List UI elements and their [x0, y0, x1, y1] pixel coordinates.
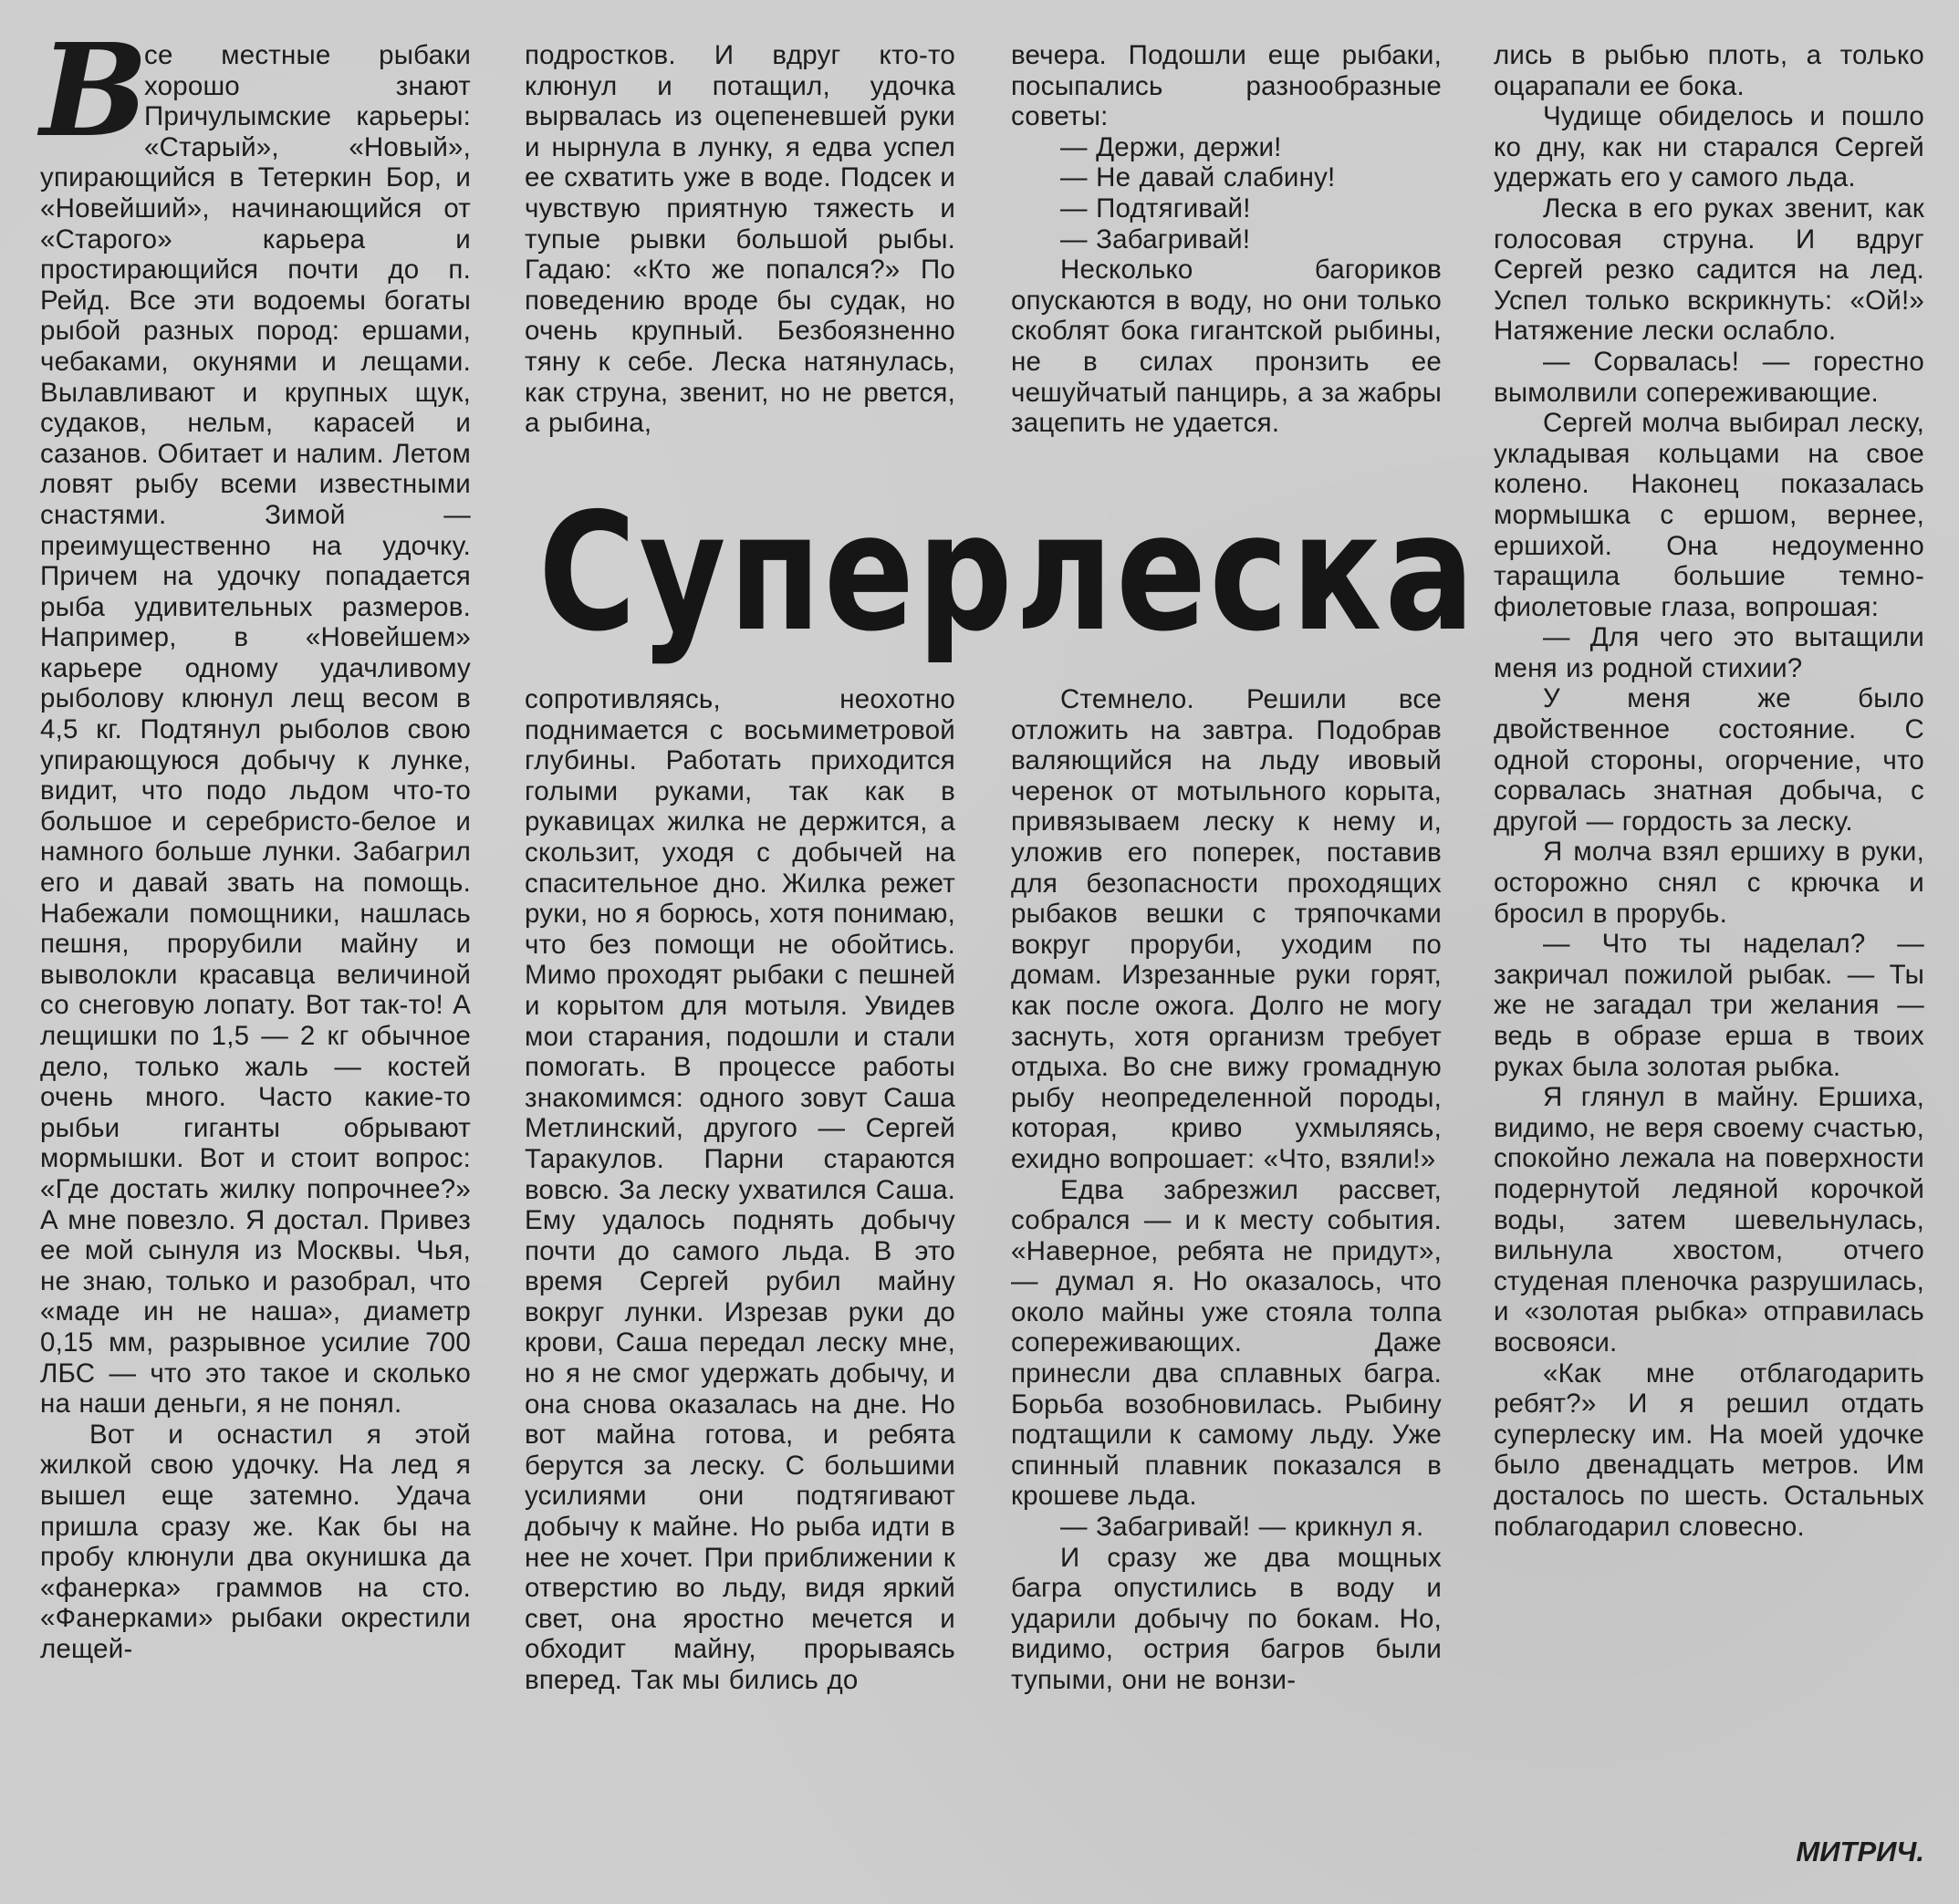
paragraph — [40, 16, 471, 1420]
paragraph: Я глянул в майну. Ершиха, видимо, не веря своему счастью, спокойно лежала на поверхности подернутой ледяной корочкой воды, затем шевельнулась, вильнула хвостом, отчего студеная пленочка разрушилась, и «золотая рыбка» отправилась восвояси. — [1494, 1082, 1924, 1358]
paragraph: сопротивляясь, неохотно поднимается с восьмиметровой глубины. Работать приходится голыми руками, так как в рукавицах жилка не держится, а скользит, уходя с добычей на спасительное дно. Жилка режет руки, но я борюсь, хотя понимаю, что без помощи не обойтись. Мимо проходят рыбаки с пешней и корытом для мотыля. Увидев мои старания, подошли и стали помогать. В процессе работы знакомимся: одного зовут Саша Метлинский, другого — Сергей Таракулов. Парни стараются вовсю. За леску ухватился Саша. Ему удалось поднять добычу почти до самого льда. В это время Сергей рубил майну вокруг лунки. Изрезав руки до крови, Саша передал леску мне, но я не смог удержать добычу, и она снова оказалась на дне. Но вот майна готова, и ребята берутся за леску. С большими усилиями они подтягивают добычу к майне. Но рыба идти в нее не хочет. При приближении к отверстию во льду, видя яркий свет, она яростно мечется и обходит майну, прорываясь вперед. Так мы бились до — [525, 684, 955, 1695]
paragraph: лись в рыбью плоть, а только оцарапали ее бока. — [1494, 40, 1924, 101]
dialog-line: — Не давай слабину! — [1060, 162, 1336, 193]
dropcap-box — [40, 16, 149, 166]
dialog-line: — Сорвалась! — горестно вымолвили сопереживающие. — [1494, 346, 1924, 408]
dialog-line: — Забагривай! — крикнул я. — [1060, 1512, 1424, 1543]
paragraph-text: се местные рыбаки хорошо знают Причулымские карьеры: «Старый», «Новый», упирающийся в Тетеркин Бор, и «Новейший», начинающийся от «Старого» карьера и простирающийся почти до п. Рейд. Все эти водоемы богаты рыбой разных пород: ершами, чебаками, окунями и лещами. Вылавливают и крупных щук, судаков, нельм, карасей и сазанов. Обитает и налим. Летом ловят рыбу всеми известными снастями. Зимой — преимущественно на удочку. Причем на удочку попадается рыба удивительных размеров. Например, в «Новейшем» карьере одному удачливому рыболову клюнул лещ весом в 4,5 кг. Подтянул рыболов свою упирающуюся добычу к лунке, видит, что подо льдом что-то большое и серебристо-белое и намного больше лунки. Забагрил его и давай звать на помощь. Набежали помощники, нашлась пешня, прорубили майну и выволокли красавца величиной со снеговую лопату. Вот так-то! А лещишки по 1,5 — 2 кг обычное дело, только жаль — костей очень много. Часто какие-то рыбьи гиганты обрывают мормышки. Вот и стоит вопрос: «Где достать жилку попрочнее?» А мне повезло. Я достал. Привез ее мой сынуля из Москвы. Чья, не знаю, только и разобрал, что «маде ин не наша», диаметр 0,15 мм, разрывное усилие 700 ЛБС — что это такое и сколько на наши деньги, я не понял. — [40, 40, 471, 1420]
paragraph: Стемнело. Решили все отложить на завтра. Подобрав валяющийся на льду ивовый черенок от мотыльного корыта, привязываем леску к нему и, уложив его поперек, поставив для безопасности проходящих рыбаков вешки с тряпочками вокруг проруби, уходим по домам. Изрезанные руки горят, как после ожога. Долго не могу заснуть, хотя организм требует отдыха. Во сне вижу громадную рыбу неопределенной породы, которая, криво ухмыляясь, ехидно вопрошает: «Что, взяли!» — [1011, 684, 1442, 1174]
paragraph: подростков. И вдруг кто-то клюнул и потащил, удочка вырвалась из оцепеневшей руки и нырнула в лунку, я едва успел ее схватить уже в воде. Подсек и чувствую приятную тяжесть и тупые рывки большой рыбы. Гадаю: «Кто же попался?» По поведению вроде бы судак, но очень крупный. Безбоязненно тяну к себе. Леска натянулась, как струна, звенит, но не рвется, а рыбина, — [525, 40, 955, 439]
dialog-line: — Держи, держи! — [1060, 131, 1282, 162]
dialog-line: — Для чего это вытащили меня из родной стихии? — [1494, 622, 1924, 683]
paragraph: Едва забрезжил рассвет, собрался — и к месту события. «Наверное, ребята не придут», — думал я. Но оказалось, что около майны уже стояла толпа сопереживающих. Даже принесли два сплавных багра. Борьба возобновилась. Рыбину подтащили к самому льду. Уже спинный плавник показался в крошеве льда. — [1011, 1174, 1442, 1512]
paragraph: вечера. Подошли еще рыбаки, посыпались разнообразные советы: — [1011, 40, 1442, 132]
paragraph: Вот и оснастил я этой жилкой свою удочку. На лед я вышел еще затемно. Удача пришла сразу же. Как бы на пробу клюнули два окунишка да «фанерка» граммов на сто. «Фанерками» рыбаки окрестили лещей- — [40, 1419, 471, 1664]
headline — [538, 478, 1478, 667]
article-column-3-bottom — [1011, 684, 1442, 1696]
dialog-line: — Подтягивай! — [1060, 192, 1251, 224]
author-signature: МИТРИЧ. — [1796, 1836, 1924, 1868]
paragraph: Я молча взял ершиху в руки, осторожно снял с крючка и бросил в прорубь. — [1494, 837, 1924, 929]
paragraph: У меня же было двойственное состояние. С одной стороны, огорчение, что сорвалась знатная добыча, с другой — гордость за леску. — [1494, 683, 1924, 837]
article-column-2-bottom — [525, 684, 955, 1696]
dialog-line: — Забагривай! — [1060, 224, 1251, 255]
paragraph: И сразу же два мощных багра опустились в воду и ударили добычу по бокам. Но, видимо, острия багров были тупыми, они не вонзи- — [1011, 1542, 1442, 1695]
dropcap-letter: В — [40, 16, 149, 166]
paragraph: Леска в его руках звенит, как голосовая струна. И вдруг Сергей резко садится на лед. Успел только вскрикнуть: «Ой!» Натяжение лески ослабло. — [1494, 192, 1924, 347]
paragraph: Сергей молча выбирал леску, укладывая кольцами на свое колено. Наконец показалась мормышка с ершом, вернее, ершихой. Она недоуменно таращила большие темно-фиолетовые глаза, вопрошая: — [1494, 408, 1924, 622]
article-column-3-top — [1011, 40, 1442, 439]
article-column-4 — [1494, 40, 1924, 1542]
paragraph: Несколько багориков опускаются в воду, но они только скоблят бока гигантской рыбины, не в силах пронзить ее чешуйчатый панцирь, а за жабры зацепить не удается. — [1011, 255, 1442, 439]
article-column-2-top — [525, 40, 955, 439]
article-column-1 — [40, 16, 471, 1664]
paragraph: «Как мне отблагодарить ребят?» И я решил отдать суперлеску им. На моей удочке было двенадцать метров. Им досталось по шесть. Остальных поблагодарил словесно. — [1494, 1358, 1924, 1542]
paragraph: Чудище обиделось и пошло ко дну, как ни старался Сергей удержать его у самого льда. — [1494, 101, 1924, 193]
dialog-line: — Что ты наделал? — закричал пожилой рыбак. — Ты же не загадал три желания — ведь в образе ерша в твоих руках была золотая рыбка. — [1494, 929, 1924, 1082]
headline-text: Суперлеска — [538, 478, 1478, 667]
